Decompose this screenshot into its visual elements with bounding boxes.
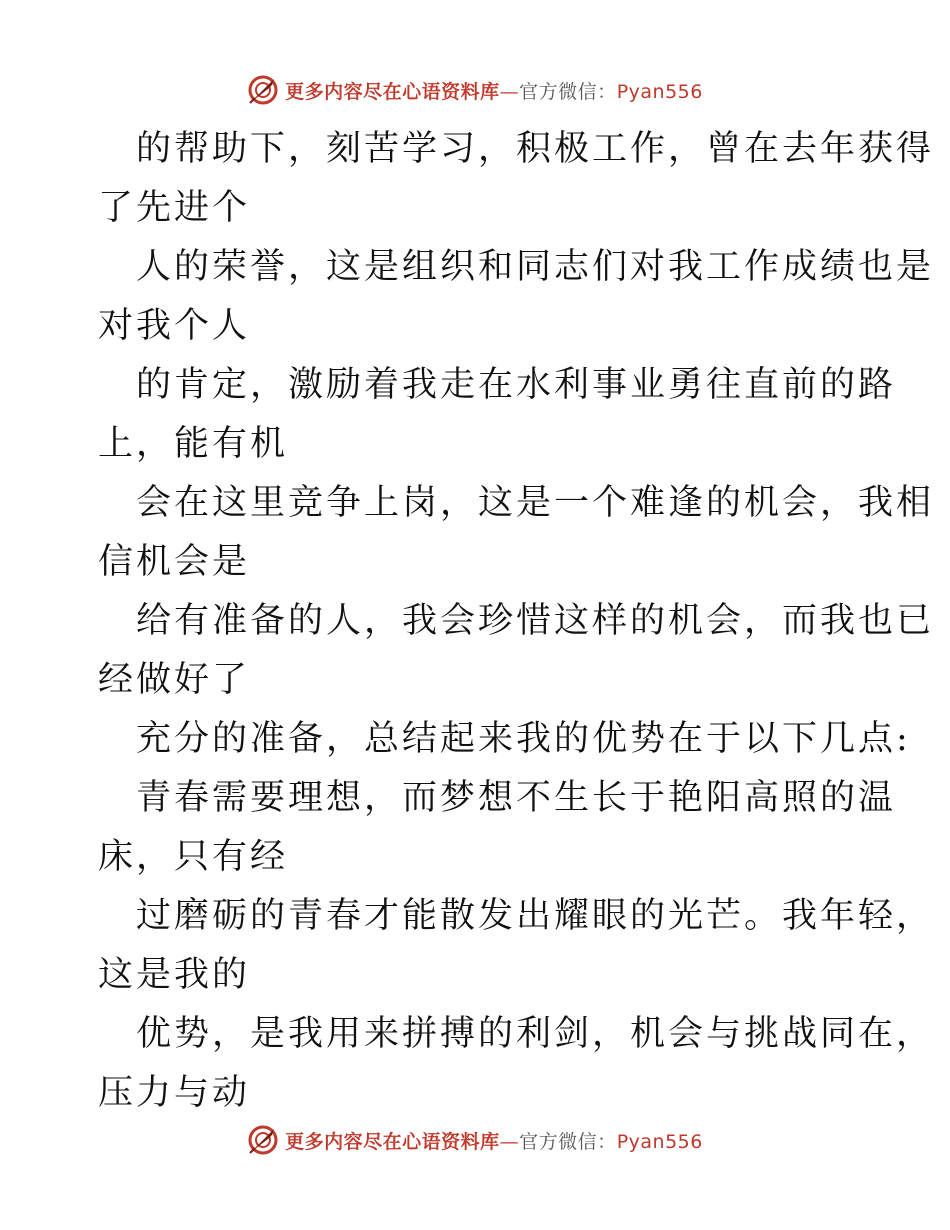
text-line: 给有准备的人，我会珍惜这样的机会，而我也已 [136,601,935,641]
text-line: 信机会是 [98,542,251,582]
text-line: 充分的准备，总结起来我的优势在于以下几点: [136,719,911,759]
footer-wechat-handle: Pyan556 [616,1130,703,1153]
pen-circle-logo-icon [247,74,279,106]
text-line: 床，只有经 [98,837,289,877]
text-line: 了先进个 [98,188,251,228]
footer-banner [0,1122,950,1158]
header-official-label: 官方微信： [519,80,617,103]
text-line: 优势，是我用来拼搏的利剑，机会与挑战同在， [136,1014,935,1054]
pen-circle-logo-icon [247,1124,279,1156]
text-line: 上，能有机 [98,424,289,464]
text-line: 对我个人 [98,306,251,346]
footer-brand-text: 更多内容尽在心语资料库 [285,1130,500,1153]
text-line: 青春需要理想，而梦想不生长于艳阳高照的温 [136,778,897,818]
header-banner-text [285,77,703,104]
header-banner [0,72,950,108]
text-line: 过磨砺的青春才能散发出耀眼的光芒。我年轻， [136,896,935,936]
header-separator: — [499,80,520,103]
header-wechat-handle: Pyan556 [616,80,703,103]
header-banner-inner [247,74,703,106]
header-brand-text: 更多内容尽在心语资料库 [285,80,500,103]
text-line: 经做好了 [98,660,251,700]
text-line: 人的荣誉，这是组织和同志们对我工作成绩也是 [136,247,935,287]
footer-banner-text [285,1127,703,1154]
text-line: 的肯定，激励着我走在水利事业勇往直前的路 [136,365,897,405]
footer-official-label: 官方微信： [519,1130,617,1153]
text-line: 的帮助下，刻苦学习，积极工作，曾在去年获得 [136,129,935,169]
text-line: 压力与动 [98,1073,251,1113]
text-line: 这是我的 [98,955,251,995]
footer-separator: — [499,1130,520,1153]
text-line: 会在这里竞争上岗，这是一个难逢的机会，我相 [136,483,935,523]
document-body [98,120,935,1123]
footer-banner-inner [247,1124,703,1156]
